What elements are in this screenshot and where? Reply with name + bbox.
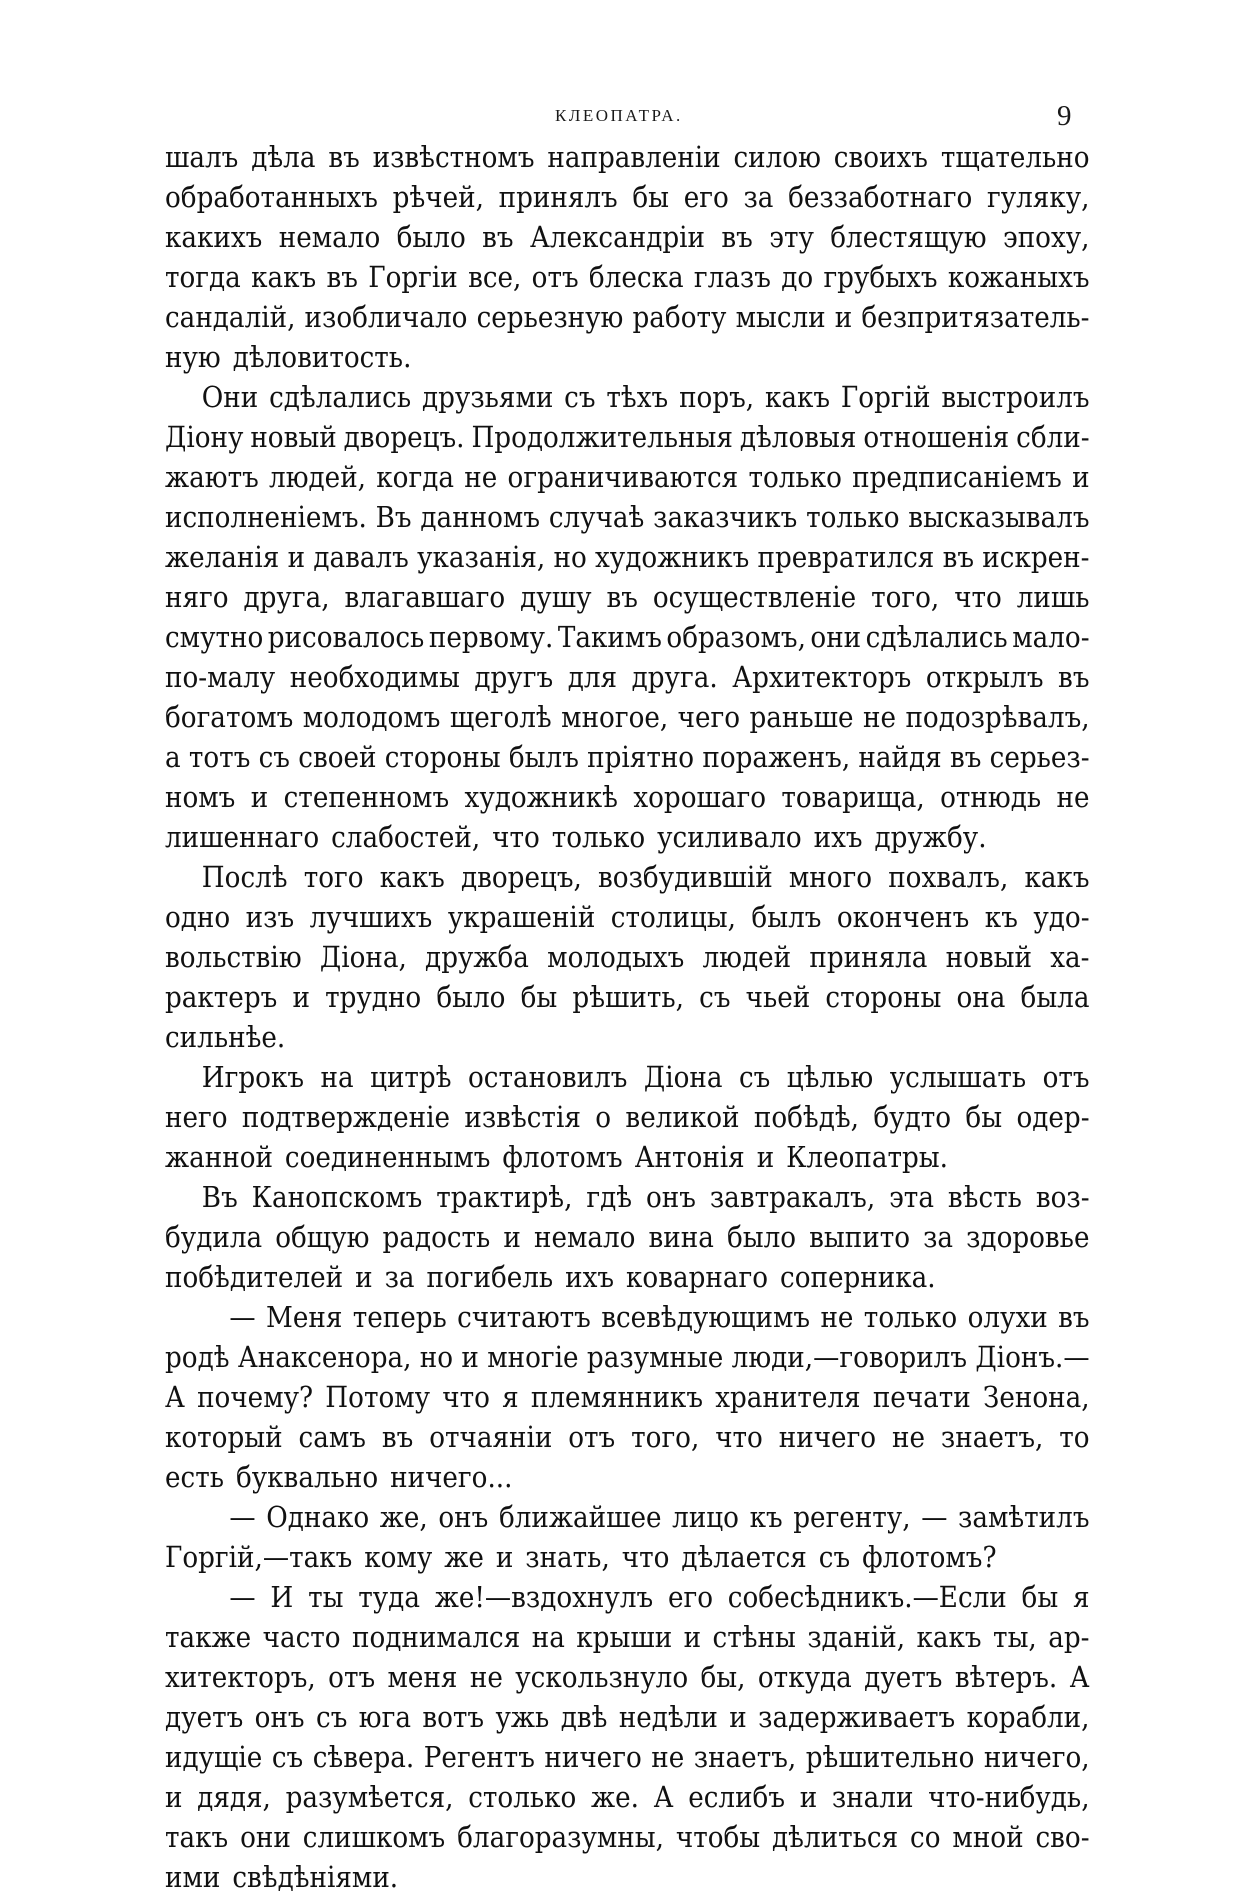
text-line: хитекторъ, отъ меня не ускользнуло бы, откуда дуетъ вѣтеръ. А xyxy=(165,1661,1090,1694)
text-line: Они сдѣлались друзьями съ тѣхъ поръ, какъ Горгій выстроилъ xyxy=(201,381,1090,414)
body-text xyxy=(165,138,1090,1898)
running-head-title: КЛЕОПАТРА. xyxy=(555,106,683,125)
text-line: Діону новый дворецъ. Продолжительныя дѣловыя отношенія сбли- xyxy=(165,421,1090,454)
text-line: номъ и степенномъ художникѣ хорошаго товарища, отнюдь не xyxy=(165,781,1090,814)
text-line: А почему? Потому что я племянникъ хранителя печати Зенона, xyxy=(165,1381,1090,1414)
text-line: Игрокъ на цитрѣ остановилъ Діона съ цѣлью услышать отъ xyxy=(201,1061,1090,1094)
text-line: него подтвержденіе извѣстія о великой побѣдѣ, будто бы одер- xyxy=(165,1101,1090,1134)
text-line: какихъ немало было въ Александріи въ эту блестящую эпоху, xyxy=(165,221,1090,254)
text-line: который самъ въ отчаяніи отъ того, что ничего не знаетъ, то xyxy=(165,1421,1090,1454)
text-line: побѣдителей и за погибель ихъ коварнаго соперника. xyxy=(165,1261,936,1294)
text-line: тогда какъ въ Горгіи все, отъ блеска глазъ до грубыхъ кожаныхъ xyxy=(165,261,1090,294)
text-line: рактеръ и трудно было бы рѣшить, съ чьей стороны она была xyxy=(165,981,1090,1014)
text-line: Въ Канопскомъ трактирѣ, гдѣ онъ завтракалъ, эта вѣсть воз- xyxy=(201,1181,1090,1214)
text-line: Послѣ того какъ дворецъ, возбудившій много похвалъ, какъ xyxy=(201,861,1090,894)
text-line: сильнѣе. xyxy=(165,1021,286,1054)
text-line: родѣ Анаксенора, но и многіе разумные люди,—говорилъ Діонъ.— xyxy=(165,1341,1090,1374)
text-line: сандалій, изобличало серьезную работу мысли и безпритязатель- xyxy=(165,301,1090,334)
text-line: — Однако же, онъ ближайшее лицо къ регенту, — замѣтилъ xyxy=(229,1501,1090,1534)
text-line: няго друга, влагавшаго душу въ осуществленіе того, что лишь xyxy=(165,581,1090,614)
text-line: обработанныхъ рѣчей, принялъ бы его за беззаботнаго гуляку, xyxy=(165,181,1090,214)
text-line: идущіе съ сѣвера. Регентъ ничего не знаетъ, рѣшительно ничего, xyxy=(165,1741,1090,1774)
text-line: и дядя, разумѣется, столько же. А еслибъ и знали что-нибудь, xyxy=(165,1781,1090,1814)
text-line: по-малу необходимы другъ для друга. Архитекторъ открылъ въ xyxy=(165,661,1090,694)
text-line: — И ты туда же!—вздохнулъ его собесѣдникъ.—Если бы я xyxy=(229,1581,1090,1614)
text-line: одно изъ лучшихъ украшеній столицы, былъ оконченъ къ удо- xyxy=(165,901,1090,934)
text-line: ную дѣловитость. xyxy=(165,341,412,374)
text-line: лишеннаго слабостей, что только усиливало ихъ дружбу. xyxy=(165,821,987,854)
text-line: жаютъ людей, когда не ограничиваются только предписаніемъ и xyxy=(165,461,1090,494)
text-line: шалъ дѣла въ извѣстномъ направленіи силою своихъ тщательно xyxy=(165,141,1090,174)
text-line: смутно рисовалось первому. Такимъ образомъ, они сдѣлались мало- xyxy=(165,621,1090,654)
text-line: желанія и давалъ указанія, но художникъ превратился въ искрен- xyxy=(165,541,1090,574)
text-line: богатомъ молодомъ щеголѣ многое, чего раньше не подозрѣвалъ, xyxy=(165,701,1090,734)
text-line: есть буквально ничего... xyxy=(165,1461,513,1494)
text-line: а тотъ съ своей стороны былъ пріятно пораженъ, найдя въ серьез- xyxy=(165,741,1090,774)
text-line: ими свѣдѣніями. xyxy=(165,1861,399,1894)
text-line: исполненіемъ. Въ данномъ случаѣ заказчикъ только высказывалъ xyxy=(165,501,1090,534)
text-line: также часто поднимался на крыши и стѣны зданій, какъ ты, ар- xyxy=(165,1621,1090,1654)
text-line: вольствію Діона, дружба молодыхъ людей приняла новый ха- xyxy=(165,941,1090,974)
text-line: дуетъ онъ съ юга вотъ ужь двѣ недѣли и задерживаетъ корабли, xyxy=(165,1701,1090,1734)
text-line: — Меня теперь считаютъ всевѣдующимъ не только олухи въ xyxy=(229,1301,1090,1334)
page-number: 9 xyxy=(1057,100,1072,132)
text-line: жанной соединеннымъ флотомъ Антонія и Клеопатры. xyxy=(165,1141,948,1174)
text-line: будила общую радость и немало вина было выпито за здоровье xyxy=(165,1221,1090,1254)
text-line: такъ они слишкомъ благоразумны, чтобы дѣлиться со мной сво- xyxy=(165,1821,1090,1854)
text-line: Горгій,—такъ кому же и знать, что дѣлается съ флотомъ? xyxy=(165,1541,997,1574)
